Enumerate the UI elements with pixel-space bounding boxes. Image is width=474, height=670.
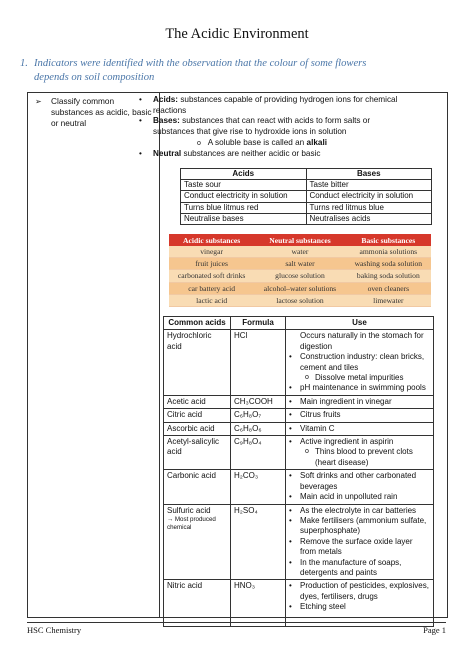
table-row [169, 270, 431, 282]
table-cell: washing soda solution [346, 258, 431, 270]
acid-formula: C₆H₈O₇ [231, 409, 286, 422]
table-row [169, 258, 431, 270]
definition-neutral: • Neutral substances are neither acidic or basic [139, 149, 321, 158]
neutral-term: Neutral [153, 149, 182, 158]
bases-header: Bases [306, 169, 432, 180]
table-row [164, 470, 434, 504]
acid-name-cell [164, 504, 231, 580]
bases-sub-point: o A soluble base is called an alkali [197, 138, 328, 147]
acid-uses [286, 504, 434, 580]
acids-definition: substances capable of providing hydrogen ions for chemical reactions [153, 95, 398, 115]
acid-formula: H₂CO₃ [231, 470, 286, 504]
table-row [181, 202, 432, 213]
bases-term: Bases: [153, 116, 180, 125]
list-item: • In the manufacture of soaps, detergents and paints [289, 558, 430, 579]
list-item: • Citrus fruits [289, 410, 430, 420]
list-item: • Active ingredient in aspirin [289, 437, 430, 447]
table-row [164, 422, 434, 435]
table-cell: car battery acid [169, 282, 254, 294]
acid-uses [286, 436, 434, 470]
acid-name: Ascorbic acid [164, 422, 231, 435]
column-divider [159, 93, 160, 617]
table-cell: ammonia solutions [346, 246, 431, 258]
table-row [164, 436, 434, 470]
acid-formula: HCl [231, 330, 286, 395]
table-cell: Taste sour [181, 180, 307, 191]
table-cell: glucose solution [254, 270, 345, 282]
section-heading-line2: depends on soil composition [34, 72, 155, 83]
definition-bases: • Bases: substances that can react with acids to form salts or substances that give rise to hydroxide ions in solution [139, 116, 371, 136]
acid-uses [286, 470, 434, 504]
table-row [164, 395, 434, 408]
acid-name: Sulfuric acid [167, 505, 211, 515]
common-acids-table [163, 316, 434, 627]
acids-term: Acids: [153, 95, 179, 104]
acid-name: Nitric acid [164, 580, 231, 627]
table-cell: limewater [346, 294, 431, 306]
acids-bases-table [180, 168, 432, 225]
list-item: Occurs naturally in the stomach for digestion [300, 331, 424, 351]
bases-definition: substances that can react with acids to form salts or substances that give rise to hydroxide ions in solution [153, 116, 371, 136]
section-heading [20, 57, 434, 85]
table-row [164, 409, 434, 422]
acid-formula: HNO₃ [231, 580, 286, 627]
table-cell: carbonated soft drinks [169, 270, 254, 282]
table-row [169, 294, 431, 306]
table-cell: Neutralises acids [306, 213, 432, 224]
table-row [181, 213, 432, 224]
common-acids-header: Common acids [164, 317, 231, 330]
table-cell: oven cleaners [346, 282, 431, 294]
table-cell: Turns red litmus blue [306, 202, 432, 213]
definition-acids: • Acids: substances capable of providing hydrogen ions for chemical reactions [139, 95, 398, 115]
list-item: o Thins blood to prevent clots (heart disease) [289, 447, 430, 468]
list-item: • Soft drinks and other carbonated beverages [289, 471, 430, 492]
table-cell: lactose solution [254, 294, 345, 306]
table-cell: salt water [254, 258, 345, 270]
acid-uses [286, 580, 434, 627]
acid-formula: C₆H₈O₆ [231, 422, 286, 435]
table-cell: Conduct electricity in solution [306, 191, 432, 202]
table-row [164, 580, 434, 627]
table-cell: baking soda solution [346, 270, 431, 282]
table-row [181, 180, 432, 191]
table-cell: vinegar [169, 246, 254, 258]
table-cell: alcohol–water solutions [254, 282, 345, 294]
list-item: • Vitamin C [289, 424, 430, 434]
table-row [181, 191, 432, 202]
acidic-substances-header: Acidic substances [169, 234, 254, 246]
alkali-text: A soluble base is called an [207, 138, 305, 147]
acid-formula: CH₃COOH [231, 395, 286, 408]
alkali-term: alkali [306, 138, 328, 147]
syllabus-point-text: Classify common substances as acidic, basic or neutral [51, 96, 152, 128]
acid-name: Carbonic acid [164, 470, 231, 504]
table-row [169, 246, 431, 258]
acid-uses [286, 330, 434, 395]
table-cell: fruit juices [169, 258, 254, 270]
acid-name: Acetyl-salicylic acid [164, 436, 231, 470]
list-item: • Main ingredient in vinegar [289, 397, 430, 407]
list-item: • As the electrolyte in car batteries [289, 506, 430, 516]
acid-name: Hydrochloric acid [164, 330, 231, 395]
list-item: • Main acid in unpolluted rain [289, 492, 430, 502]
acid-name: Citric acid [164, 409, 231, 422]
page-number: Page 1 [423, 625, 446, 635]
neutral-substances-header: Neutral substances [254, 234, 345, 246]
acid-formula: H₂SO₄ [231, 504, 286, 580]
page-title: The Acidic Environment [165, 26, 309, 42]
acid-uses [286, 409, 434, 422]
acid-note: → Most produced chemical [167, 515, 216, 531]
table-cell: Taste bitter [306, 180, 432, 191]
list-item: • pH maintenance in swimming pools [289, 383, 430, 393]
acid-formula: C₉H₈O₄ [231, 436, 286, 470]
footer-left: HSC Chemistry [27, 625, 82, 635]
list-item: • Etching steel [289, 602, 430, 612]
acid-name: Acetic acid [164, 395, 231, 408]
table-cell: lactic acid [169, 294, 254, 306]
acids-header: Acids [181, 169, 307, 180]
acid-uses [286, 395, 434, 408]
section-heading-line1: Indicators were identified with the observation that the colour of some flowers [34, 58, 367, 69]
substances-table [169, 234, 431, 307]
table-row [164, 330, 434, 395]
table-cell: Turns blue litmus red [181, 202, 307, 213]
acid-uses [286, 422, 434, 435]
formula-header: Formula [231, 317, 286, 330]
arrow-bullet-icon: ➢ [35, 97, 42, 106]
table-cell: water [254, 246, 345, 258]
table-row [164, 504, 434, 580]
use-header: Use [286, 317, 434, 330]
table-row [169, 282, 431, 294]
list-item: • Make fertilisers (ammonium sulfate, superphosphate) [289, 516, 430, 537]
list-item: o Dissolve metal impurities [289, 373, 430, 383]
table-cell: Conduct electricity in solution [181, 191, 307, 202]
page-footer [27, 622, 446, 635]
list-item: • Construction industry: clean bricks, cement and tiles [289, 352, 430, 373]
table-cell: Neutralise bases [181, 213, 307, 224]
neutral-definition: substances are neither acidic or basic [183, 149, 321, 158]
basic-substances-header: Basic substances [346, 234, 431, 246]
list-item: • Production of pesticides, explosives, dyes, fertilisers, drugs [289, 581, 430, 602]
list-item: • Remove the surface oxide layer from metals [289, 537, 430, 558]
section-number: 1. [20, 58, 28, 69]
